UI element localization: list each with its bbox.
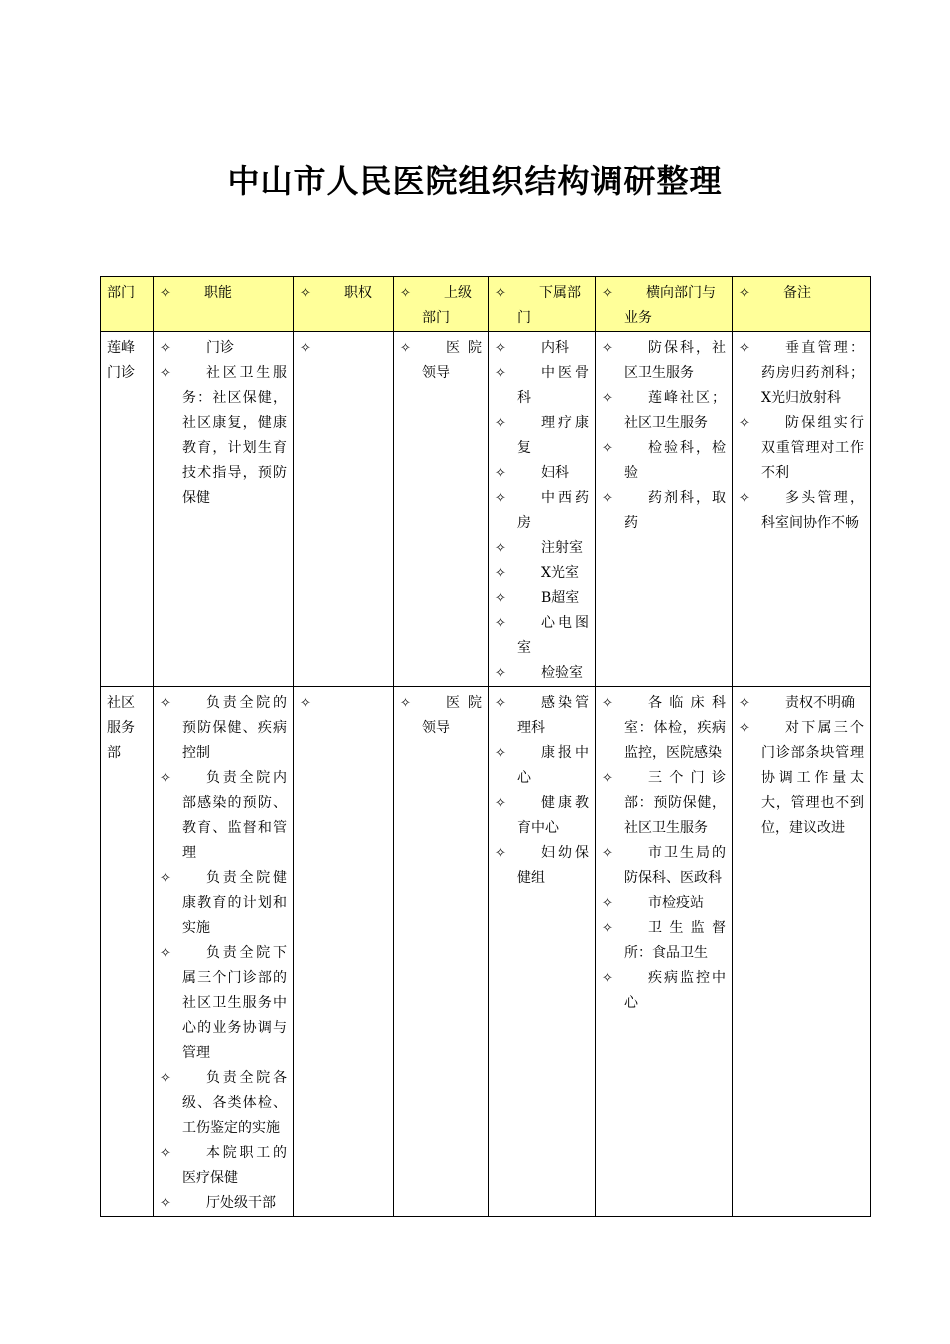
list-item	[602, 486, 726, 536]
header-authority: ✧ 职权	[294, 277, 394, 332]
bullet-icon: ✧	[400, 341, 411, 356]
list-item-text: B超室	[541, 590, 580, 606]
subordinates-cell	[489, 687, 596, 1217]
bullet-icon: ✧	[495, 366, 506, 381]
list-item-text: 检验科，检验	[624, 440, 726, 481]
list-item-text: 中西药房	[517, 490, 589, 531]
bullet-icon: ✧	[602, 391, 613, 406]
list-item	[495, 661, 589, 686]
dept-cell	[101, 687, 154, 1217]
list-item	[495, 561, 589, 586]
list-item	[495, 486, 589, 536]
org-structure-table	[100, 276, 871, 1217]
bullet-icon: ✧	[495, 466, 506, 481]
table-header-row	[101, 277, 871, 332]
list-item-text: 健康教育中心	[517, 795, 589, 836]
list-item-text: 心电图室	[517, 615, 589, 656]
list-item	[495, 791, 589, 841]
bullet-icon: ✧	[602, 846, 613, 861]
bullet-icon: ✧	[160, 1196, 171, 1211]
bullet-icon: ✧	[602, 441, 613, 456]
superior-cell	[394, 687, 489, 1217]
header-subordinates: ✧ 下属部门	[489, 277, 596, 332]
bullet-icon: ✧	[495, 796, 506, 811]
list-item-text: 负责全院下属三个门诊部的社区卫生服务中心的业务协调与管理	[182, 945, 287, 1061]
table-row	[101, 332, 871, 687]
list-item	[495, 691, 589, 741]
list-item-text: 厅处级干部	[206, 1195, 276, 1211]
lateral-cell	[596, 332, 733, 687]
list-item	[602, 436, 726, 486]
bullet-icon: ✧	[495, 666, 506, 681]
list-item-text: 多头管理，科室间协作不畅	[761, 490, 864, 531]
list-item-text: 三个门诊部：预防保健，社区卫生服务	[624, 770, 726, 836]
list-item-text: 垂直管理：药房归药剂科；X光归放射科	[761, 340, 864, 406]
list-item	[739, 336, 864, 411]
bullet-icon: ✧	[495, 696, 506, 711]
list-item-text: 感染管理科	[517, 695, 589, 736]
remarks-cell	[733, 687, 871, 1217]
table-row	[101, 687, 871, 1217]
bullet-icon: ✧	[602, 491, 613, 506]
list-item	[160, 361, 287, 511]
list-item-text: 负责全院内部感染的预防、教育、监督和管理	[182, 770, 287, 861]
list-item-text: 康报中心	[517, 745, 589, 786]
list-item	[739, 716, 864, 841]
list-item	[495, 461, 589, 486]
bullet-icon: ✧	[739, 721, 750, 736]
list-item	[160, 1141, 287, 1191]
bullet-icon: ✧	[495, 846, 506, 861]
list-item	[602, 966, 726, 1016]
list-item-text: 中医骨科	[517, 365, 589, 406]
list-item-text: 本院职工的医疗保健	[182, 1145, 287, 1186]
bullet-icon: ✧	[602, 696, 613, 711]
list-item-text: 社区卫生服务：社区保健，社区康复，健康教育，计划生育技术指导，预防保健	[182, 365, 287, 506]
bullet-icon: ✧	[495, 566, 506, 581]
list-item	[495, 411, 589, 461]
list-item-text: 负责全院的预防保健、疾病控制	[182, 695, 287, 761]
list-item	[160, 1066, 287, 1141]
list-item	[160, 1191, 287, 1216]
bullet-icon: ✧	[602, 896, 613, 911]
list-item-text: 医院领导	[422, 695, 482, 736]
list-item-text: 妇科	[541, 465, 569, 481]
bullet-icon: ✧	[739, 341, 750, 356]
list-item	[602, 841, 726, 891]
list-item	[495, 741, 589, 791]
list-item-text: 负责全院各级、各类体检、工伤鉴定的实施	[182, 1070, 287, 1136]
bullet-icon: ✧	[495, 746, 506, 761]
bullet-icon: ✧	[739, 491, 750, 506]
bullet-icon: ✧	[300, 696, 311, 711]
authority-cell	[294, 687, 394, 1217]
list-item	[602, 891, 726, 916]
list-item-text: 莲峰社区；社区卫生服务	[624, 390, 726, 431]
subordinates-cell	[489, 332, 596, 687]
header-lateral: ✧ 横向部门与业务	[596, 277, 733, 332]
list-item-text: 卫生监督所：食品卫生	[624, 920, 726, 961]
bullet-icon: ✧	[739, 416, 750, 431]
list-item-text: 药剂科，取药	[624, 490, 726, 531]
list-item	[739, 411, 864, 486]
bullet-icon: ✧	[602, 921, 613, 936]
list-item	[602, 766, 726, 841]
bullet-icon: ✧	[160, 771, 171, 786]
list-item-text: X光室	[541, 565, 579, 581]
bullet-icon: ✧	[495, 491, 506, 506]
list-item-text: 责权不明确	[785, 695, 855, 711]
list-item	[495, 586, 589, 611]
header-superior: ✧ 上级部门	[394, 277, 489, 332]
bullet-icon: ✧	[495, 616, 506, 631]
authority-cell	[294, 332, 394, 687]
list-item-text: 负责全院健康教育的计划和实施	[182, 870, 287, 936]
list-item	[602, 336, 726, 386]
list-item	[495, 841, 589, 891]
bullet-icon: ✧	[602, 771, 613, 786]
list-item	[160, 691, 287, 766]
list-item	[160, 866, 287, 941]
functions-cell	[154, 687, 294, 1217]
list-item-text: 疾病监控中心	[624, 970, 726, 1011]
list-item	[602, 916, 726, 966]
bullet-icon: ✧	[602, 341, 613, 356]
bullet-icon: ✧	[160, 341, 171, 356]
dept-cell	[101, 332, 154, 687]
list-item	[739, 486, 864, 536]
list-item	[160, 336, 287, 361]
dept-name: 莲峰门诊	[107, 340, 135, 381]
list-item	[739, 691, 864, 716]
superior-cell	[394, 332, 489, 687]
bullet-icon: ✧	[495, 416, 506, 431]
header-remarks: ✧ 备注	[733, 277, 871, 332]
list-item	[602, 386, 726, 436]
bullet-icon: ✧	[160, 366, 171, 381]
dept-name: 社区服务部	[107, 695, 135, 761]
list-item	[400, 336, 482, 386]
header-dept: 部门	[101, 277, 154, 332]
list-item	[495, 361, 589, 411]
list-item-text: 医院领导	[422, 340, 482, 381]
bullet-icon: ✧	[160, 1071, 171, 1086]
list-item	[160, 941, 287, 1066]
bullet-icon: ✧	[400, 696, 411, 711]
list-item-text: 门诊	[206, 340, 234, 356]
bullet-icon: ✧	[300, 341, 311, 356]
list-item-text: 妇幼保健组	[517, 845, 589, 886]
list-item-text: 检验室	[541, 665, 583, 681]
list-item-text: 各临床科室：体检，疾病监控，医院感染	[624, 695, 726, 761]
page-title: 中山市人民医院组织结构调研整理	[227, 162, 723, 200]
bullet-icon: ✧	[160, 871, 171, 886]
list-item	[495, 611, 589, 661]
list-item	[495, 536, 589, 561]
bullet-icon: ✧	[495, 341, 506, 356]
remarks-cell	[733, 332, 871, 687]
list-item	[160, 766, 287, 866]
lateral-cell	[596, 687, 733, 1217]
bullet-icon: ✧	[739, 696, 750, 711]
list-item-text: 防保组实行双重管理对工作不利	[761, 415, 864, 481]
list-item	[400, 691, 482, 741]
list-item	[495, 336, 589, 361]
list-item-text: 对下属三个门诊部条块管理协调工作量太大，管理也不到位，建议改进	[761, 720, 864, 836]
list-item-text: 市卫生局的防保科、医政科	[624, 845, 726, 886]
list-item-text: 理疗康复	[517, 415, 589, 456]
list-item-text: 内科	[541, 340, 569, 356]
list-item-text: 市检疫站	[648, 895, 704, 911]
bullet-icon: ✧	[160, 1146, 171, 1161]
list-item-text: 防保科，社区卫生服务	[624, 340, 726, 381]
bullet-icon: ✧	[495, 541, 506, 556]
bullet-icon: ✧	[160, 946, 171, 961]
bullet-icon: ✧	[160, 696, 171, 711]
bullet-icon: ✧	[602, 971, 613, 986]
bullet-icon: ✧	[495, 591, 506, 606]
list-item-text: 注射室	[541, 540, 583, 556]
header-functions: ✧ 职能	[154, 277, 294, 332]
functions-cell	[154, 332, 294, 687]
list-item	[602, 691, 726, 766]
